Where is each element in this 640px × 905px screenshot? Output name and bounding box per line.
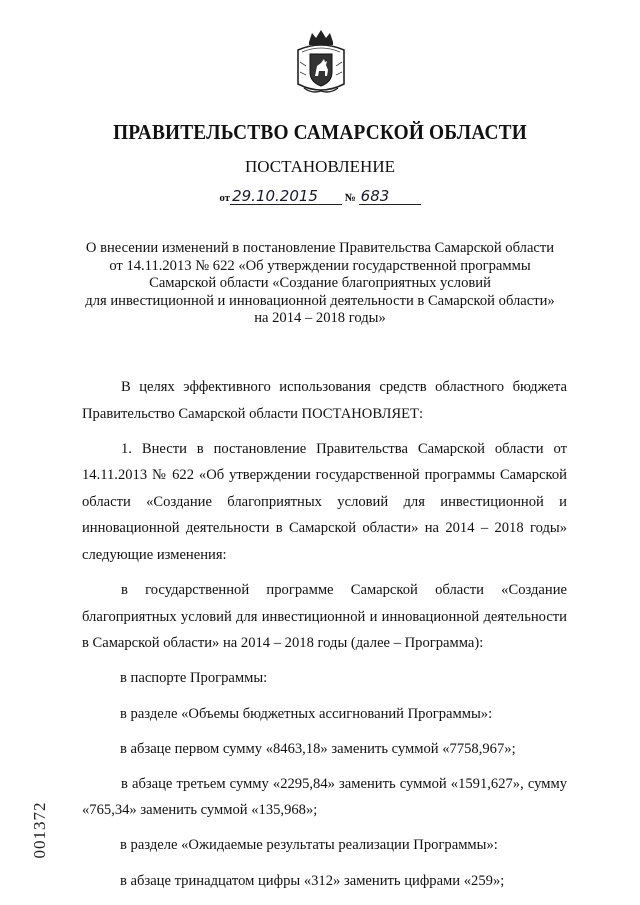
body-paragraph: в абзаце тринадцатом цифры «312» заменить цифрами «259»;	[120, 872, 505, 889]
registration-stamp	[25, 780, 55, 880]
body-paragraph: в государственной программе Самарской области «Создание благоприятных условий для инвестиционной и инновационной деятельности в Самарской области» на 2014 – 2018 годы (далее – Программа):	[82, 582, 567, 652]
number-prefix: №	[344, 192, 356, 204]
subject-line: О внесении изменений в постановление Правительства Самарской области	[85, 240, 555, 256]
subject-line: от 14.11.2013 № 622 «Об утверждении государственной программы	[109, 257, 531, 274]
body-paragraph: в паспорте Программы:	[120, 670, 268, 687]
document-type: ПОСТАНОВЛЕНИЕ	[244, 157, 395, 176]
government-title: ПРАВИТЕЛЬСТВО САМАРСКОЙ ОБЛАСТИ	[113, 120, 527, 144]
date-number-line	[0, 188, 640, 205]
body-paragraph: в абзаце первом сумму «8463,18» заменить суммой «7758,967»;	[120, 740, 516, 757]
samara-coat-of-arms-icon	[294, 28, 348, 98]
subject-line: Самарской области «Создание благоприятных условий	[149, 275, 491, 292]
handwritten-date: 29.10.2015	[230, 188, 342, 205]
stamp-number: 001372	[30, 801, 49, 859]
subject-line: для инвестиционной и инновационной деятельности в Самарской области»	[85, 292, 555, 309]
body-paragraph: 1. Внести в постановление Правительства Самарской области от 14.11.2013 № 622 «Об утверждении государственной программы Самарской области «Создание благоприятных условий для инвестиционной и инновационной деятельности в Самарской области» на 2014 – 2018 годы» следующие изменения:	[82, 440, 567, 564]
body-paragraph: в разделе «Ожидаемые результаты реализации Программы»:	[120, 837, 498, 854]
subject-line: на 2014 – 2018 годы»	[254, 310, 386, 327]
body-paragraph: в абзаце третьем сумму «2295,84» заменить суммой «1591,627», сумму «765,34» заменить суммой «135,968»;	[82, 775, 567, 819]
document-subject	[60, 240, 580, 328]
handwritten-number: 683	[359, 188, 421, 205]
document-body	[82, 374, 567, 903]
body-paragraph: в разделе «Объемы бюджетных ассигнований Программы»:	[120, 705, 493, 722]
body-paragraph: В целях эффективного использования средств областного бюджета Правительство Самарской области ПОСТАНОВЛЯЕТ:	[82, 379, 567, 422]
date-prefix: от	[219, 192, 231, 204]
